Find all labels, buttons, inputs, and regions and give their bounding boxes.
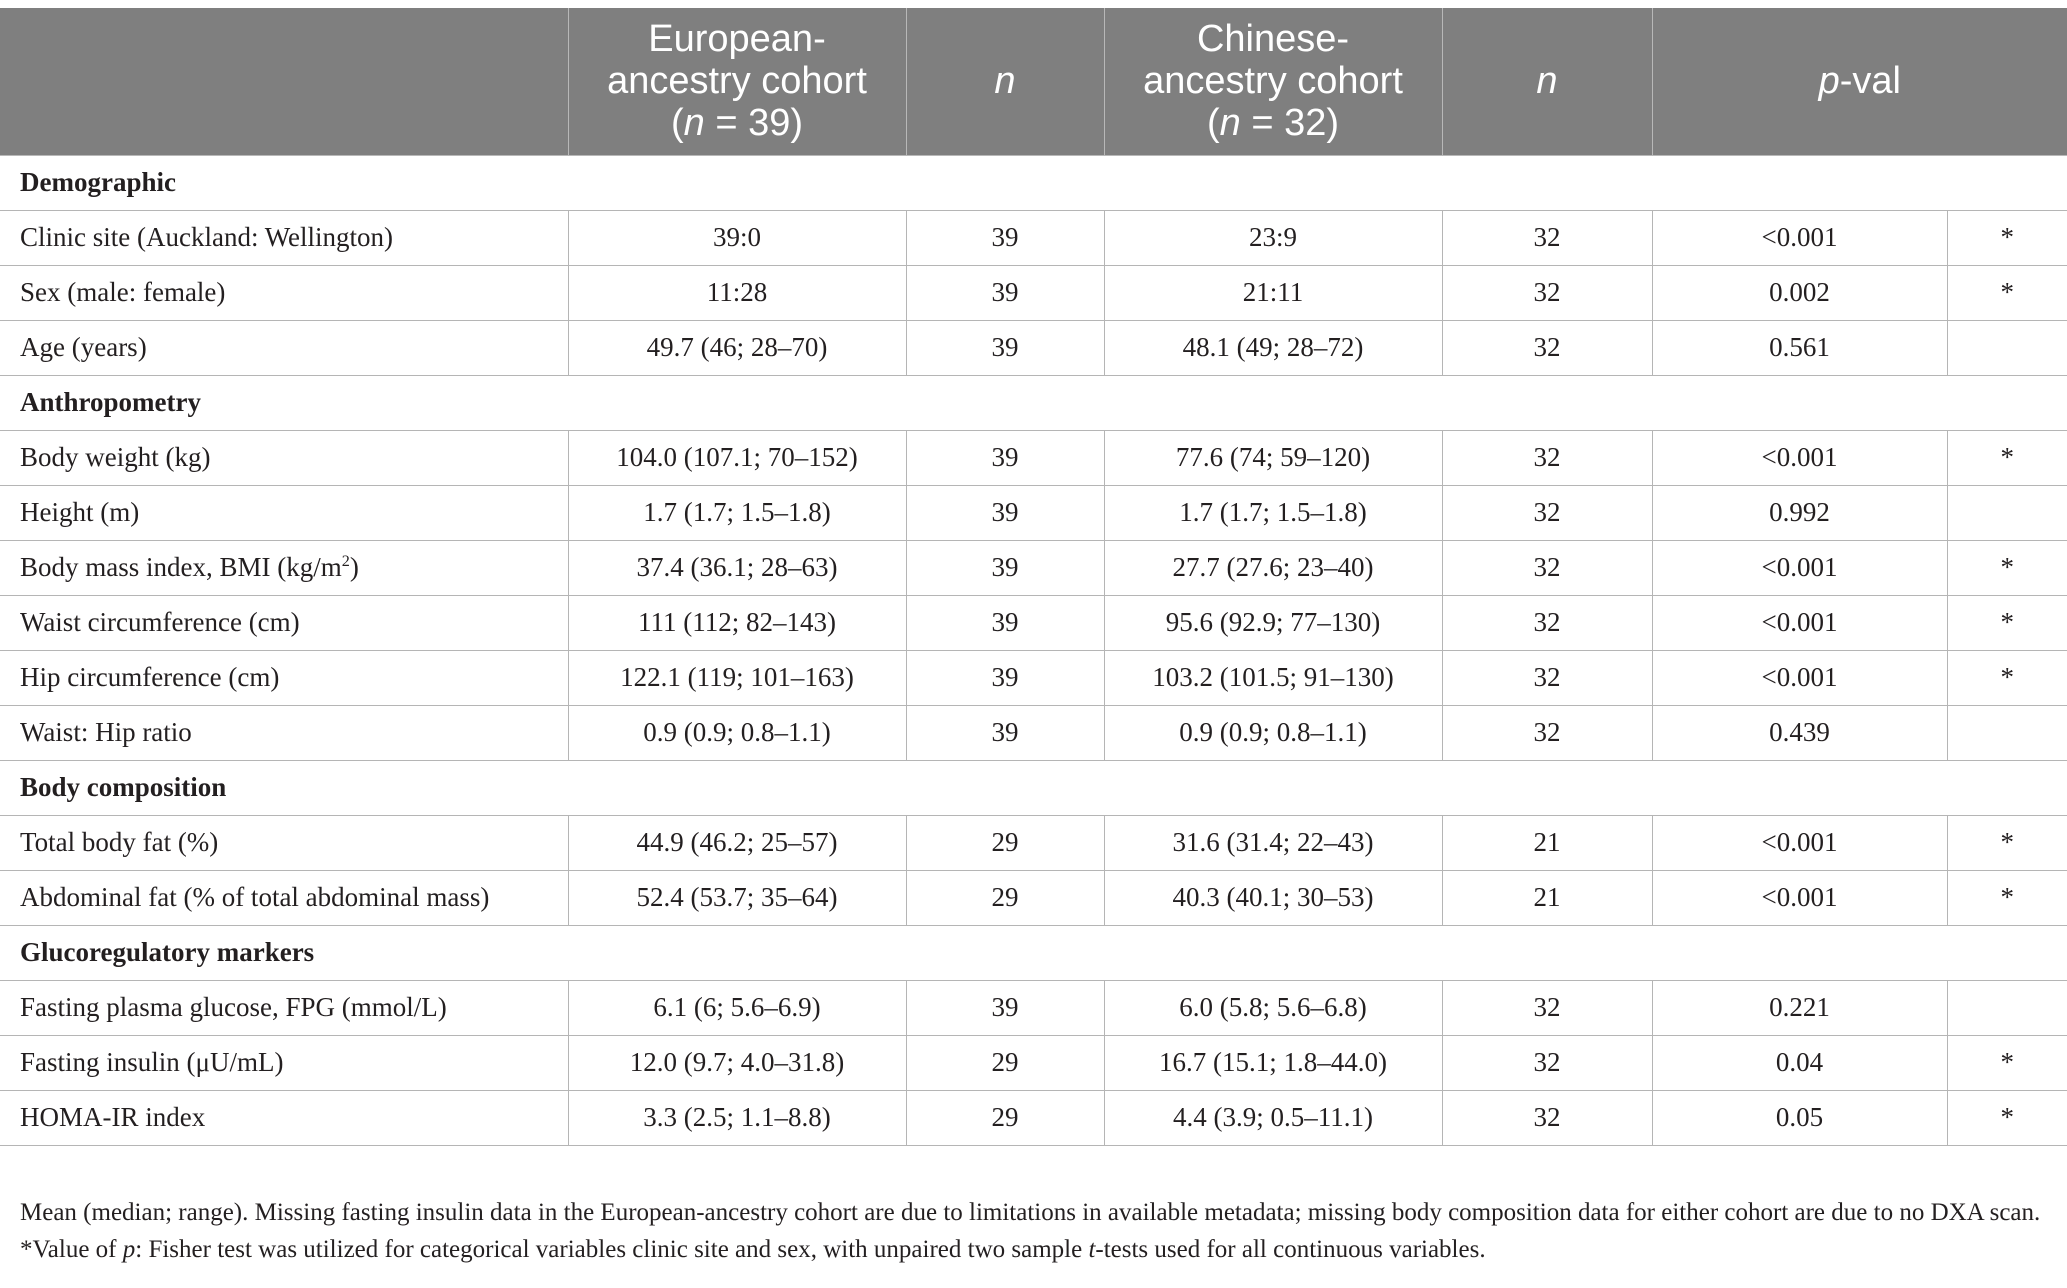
significance-marker: * xyxy=(1947,430,2067,485)
chinese-n: 32 xyxy=(1442,980,1652,1035)
chinese-n: 21 xyxy=(1442,815,1652,870)
p-value: <0.001 xyxy=(1652,815,1947,870)
european-value: 6.1 (6; 5.6–6.9) xyxy=(568,980,906,1035)
significance-marker: * xyxy=(1947,265,2067,320)
chinese-value: 77.6 (74; 59–120) xyxy=(1104,430,1442,485)
chinese-n: 21 xyxy=(1442,870,1652,925)
european-n: 39 xyxy=(906,265,1104,320)
header-n-european: n xyxy=(906,8,1104,155)
chinese-value: 95.6 (92.9; 77–130) xyxy=(1104,595,1442,650)
p-value: <0.001 xyxy=(1652,595,1947,650)
european-n: 39 xyxy=(906,650,1104,705)
row-label: Waist circumference (cm) xyxy=(0,595,568,650)
significance-marker xyxy=(1947,320,2067,375)
section-heading: Demographic xyxy=(0,155,2067,210)
european-n: 29 xyxy=(906,815,1104,870)
p-value: 0.439 xyxy=(1652,705,1947,760)
european-n: 39 xyxy=(906,485,1104,540)
row-label: Height (m) xyxy=(0,485,568,540)
row-label: Body mass index, BMI $(kg/m^2)$ xyxy=(0,540,568,595)
european-n: 39 xyxy=(906,705,1104,760)
significance-marker: * xyxy=(1947,1090,2067,1145)
row-label: Abdominal fat (% of total abdominal mass) xyxy=(0,870,568,925)
table-row xyxy=(0,1090,2067,1145)
european-value: 104.0 (107.1; 70–152) xyxy=(568,430,906,485)
row-label: Total body fat (%) xyxy=(0,815,568,870)
chinese-n: 32 xyxy=(1442,540,1652,595)
table-row xyxy=(0,485,2067,540)
p-value: <0.001 xyxy=(1652,430,1947,485)
row-label: Hip circumference (cm) xyxy=(0,650,568,705)
header-n-chinese: n xyxy=(1442,8,1652,155)
row-label: Body weight (kg) xyxy=(0,430,568,485)
section-heading: Anthropometry xyxy=(0,375,2067,430)
cohort-comparison-table xyxy=(0,8,2067,1146)
significance-marker: * xyxy=(1947,815,2067,870)
p-value: 0.221 xyxy=(1652,980,1947,1035)
table-row xyxy=(0,980,2067,1035)
european-value: 12.0 (9.7; 4.0–31.8) xyxy=(568,1035,906,1090)
header-european-cohort: European- ancestry cohort (n = 39) xyxy=(568,8,906,155)
chinese-n: 32 xyxy=(1442,210,1652,265)
row-label: Fasting plasma glucose, FPG (mmol/L) xyxy=(0,980,568,1035)
p-value: 0.561 xyxy=(1652,320,1947,375)
significance-marker: * xyxy=(1947,540,2067,595)
chinese-value: 27.7 (27.6; 23–40) xyxy=(1104,540,1442,595)
chinese-n: 32 xyxy=(1442,320,1652,375)
table-row xyxy=(0,870,2067,925)
p-value: 0.04 xyxy=(1652,1035,1947,1090)
table-row xyxy=(0,595,2067,650)
european-value: 37.4 (36.1; 28–63) xyxy=(568,540,906,595)
p-value: <0.001 xyxy=(1652,870,1947,925)
section-heading: Glucoregulatory markers xyxy=(0,925,2067,980)
chinese-n: 32 xyxy=(1442,705,1652,760)
chinese-value: 21:11 xyxy=(1104,265,1442,320)
european-n: 29 xyxy=(906,1035,1104,1090)
p-value: <0.001 xyxy=(1652,650,1947,705)
chinese-value: 31.6 (31.4; 22–43) xyxy=(1104,815,1442,870)
european-n: 39 xyxy=(906,320,1104,375)
chinese-value: 16.7 (15.1; 1.8–44.0) xyxy=(1104,1035,1442,1090)
table-container xyxy=(0,8,2067,1146)
european-n: 39 xyxy=(906,540,1104,595)
chinese-n: 32 xyxy=(1442,1090,1652,1145)
row-label: Waist: Hip ratio xyxy=(0,705,568,760)
chinese-value: 4.4 (3.9; 0.5–11.1) xyxy=(1104,1090,1442,1145)
row-label: Fasting insulin (μU/mL) xyxy=(0,1035,568,1090)
table-row xyxy=(0,650,2067,705)
table-row xyxy=(0,1035,2067,1090)
european-value: 11:28 xyxy=(568,265,906,320)
chinese-value: 6.0 (5.8; 5.6–6.8) xyxy=(1104,980,1442,1035)
european-value: 52.4 (53.7; 35–64) xyxy=(568,870,906,925)
european-n: 29 xyxy=(906,1090,1104,1145)
section-row-anthropometry xyxy=(0,375,2067,430)
table-row xyxy=(0,540,2067,595)
european-n: 39 xyxy=(906,980,1104,1035)
chinese-value: 40.3 (40.1; 30–53) xyxy=(1104,870,1442,925)
table-header-row xyxy=(0,8,2067,155)
chinese-n: 32 xyxy=(1442,1035,1652,1090)
chinese-n: 32 xyxy=(1442,265,1652,320)
significance-marker: * xyxy=(1947,210,2067,265)
significance-marker xyxy=(1947,980,2067,1035)
significance-marker xyxy=(1947,485,2067,540)
row-label: Age (years) xyxy=(0,320,568,375)
section-row-glucoregulatory xyxy=(0,925,2067,980)
european-value: 44.9 (46.2; 25–57) xyxy=(568,815,906,870)
header-variable xyxy=(0,8,568,155)
significance-marker: * xyxy=(1947,1035,2067,1090)
table-row xyxy=(0,705,2067,760)
section-row-demographic xyxy=(0,155,2067,210)
european-value: 1.7 (1.7; 1.5–1.8) xyxy=(568,485,906,540)
chinese-n: 32 xyxy=(1442,485,1652,540)
table-row xyxy=(0,265,2067,320)
significance-marker: * xyxy=(1947,650,2067,705)
chinese-value: 48.1 (49; 28–72) xyxy=(1104,320,1442,375)
table-footnote: Mean (median; range). Missing fasting insulin data in the European-ancestry cohort are due to limitations in available metadata; missing body composition data for either cohort are due to no DXA scan. *Value of p: Fisher test was utilized for categorical variables clinic site and sex, with unpaired two sample t-tests used for all continuous variables. xyxy=(20,1199,2041,1263)
european-value: 0.9 (0.9; 0.8–1.1) xyxy=(568,705,906,760)
european-value: 49.7 (46; 28–70) xyxy=(568,320,906,375)
p-value: 0.002 xyxy=(1652,265,1947,320)
header-p-value: p-val xyxy=(1652,8,2067,155)
european-value: 111 (112; 82–143) xyxy=(568,595,906,650)
chinese-value: 1.7 (1.7; 1.5–1.8) xyxy=(1104,485,1442,540)
european-value: 122.1 (119; 101–163) xyxy=(568,650,906,705)
european-n: 39 xyxy=(906,210,1104,265)
p-value: 0.05 xyxy=(1652,1090,1947,1145)
section-row-body-composition xyxy=(0,760,2067,815)
chinese-n: 32 xyxy=(1442,595,1652,650)
significance-marker: * xyxy=(1947,595,2067,650)
p-value: <0.001 xyxy=(1652,210,1947,265)
table-row xyxy=(0,430,2067,485)
header-chinese-cohort: Chinese- ancestry cohort (n = 32) xyxy=(1104,8,1442,155)
significance-marker xyxy=(1947,705,2067,760)
row-label: Sex (male: female) xyxy=(0,265,568,320)
p-value: <0.001 xyxy=(1652,540,1947,595)
row-label: Clinic site (Auckland: Wellington) xyxy=(0,210,568,265)
chinese-value: 103.2 (101.5; 91–130) xyxy=(1104,650,1442,705)
european-n: 39 xyxy=(906,430,1104,485)
section-heading: Body composition xyxy=(0,760,2067,815)
p-value: 0.992 xyxy=(1652,485,1947,540)
chinese-n: 32 xyxy=(1442,430,1652,485)
european-n: 29 xyxy=(906,870,1104,925)
significance-marker: * xyxy=(1947,870,2067,925)
chinese-value: 0.9 (0.9; 0.8–1.1) xyxy=(1104,705,1442,760)
table-row xyxy=(0,320,2067,375)
european-value: 3.3 (2.5; 1.1–8.8) xyxy=(568,1090,906,1145)
row-label: HOMA-IR index xyxy=(0,1090,568,1145)
european-value: 39:0 xyxy=(568,210,906,265)
chinese-value: 23:9 xyxy=(1104,210,1442,265)
chinese-n: 32 xyxy=(1442,650,1652,705)
european-n: 39 xyxy=(906,595,1104,650)
table-row xyxy=(0,210,2067,265)
table-row xyxy=(0,815,2067,870)
